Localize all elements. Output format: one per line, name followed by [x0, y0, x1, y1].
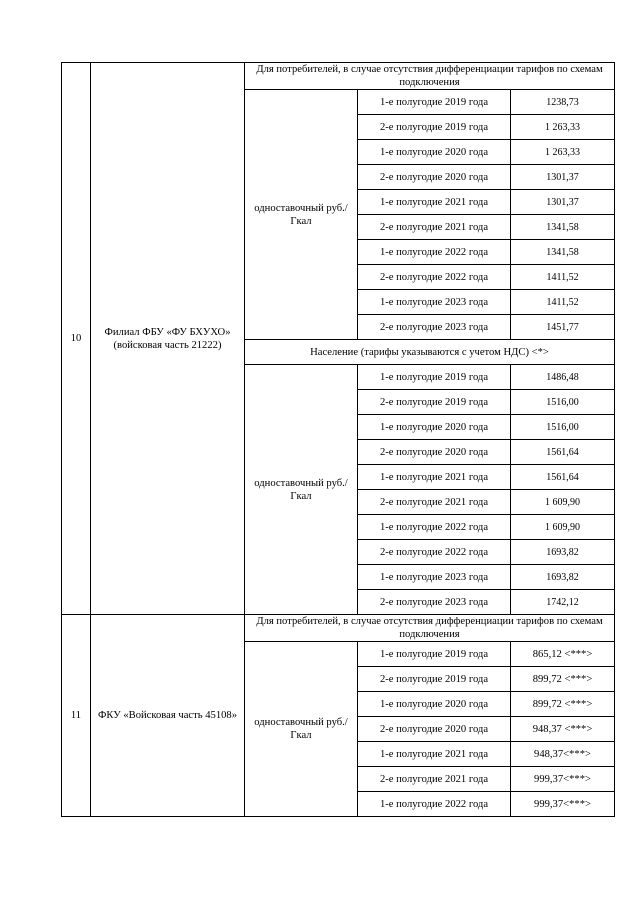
section-header-row [62, 63, 615, 90]
tariff-value: 1411,52 [511, 290, 615, 315]
period-cell: 1-е полугодие 2019 года [358, 90, 511, 115]
period-cell: 2-е полугодие 2020 года [358, 717, 511, 742]
period-cell: 1-е полугодие 2020 года [358, 692, 511, 717]
tariff-value: 1 609,90 [511, 515, 615, 540]
tariff-unit: одноставочный руб./Гкал [245, 642, 358, 817]
tariff-value: 999,37<***> [511, 767, 615, 792]
period-cell: 1-е полугодие 2020 года [358, 415, 511, 440]
tariff-value: 1 263,33 [511, 140, 615, 165]
period-cell: 2-е полугодие 2020 года [358, 440, 511, 465]
tariff-value: 865,12 <***> [511, 642, 615, 667]
period-cell: 1-е полугодие 2019 года [358, 642, 511, 667]
tariff-unit: одноставочный руб./Гкал [245, 90, 358, 340]
period-cell: 2-е полугодие 2021 года [358, 490, 511, 515]
tariff-value: 1742,12 [511, 590, 615, 615]
tariff-value: 1561,64 [511, 465, 615, 490]
tariff-value: 948,37<***> [511, 742, 615, 767]
tariff-value: 1301,37 [511, 190, 615, 215]
tariff-value: 1486,48 [511, 365, 615, 390]
period-cell: 2-е полугодие 2019 года [358, 390, 511, 415]
period-cell: 1-е полугодие 2020 года [358, 140, 511, 165]
period-cell: 1-е полугодие 2021 года [358, 742, 511, 767]
tariff-value: 999,37<***> [511, 792, 615, 817]
row-number: 11 [62, 615, 91, 817]
period-cell: 2-е полугодие 2022 года [358, 265, 511, 290]
section-header-row [62, 615, 615, 642]
period-cell: 2-е полугодие 2021 года [358, 215, 511, 240]
tariff-value: 1561,64 [511, 440, 615, 465]
period-cell: 2-е полугодие 2023 года [358, 315, 511, 340]
tariff-value: 948,37 <***> [511, 717, 615, 742]
row-number: 10 [62, 63, 91, 615]
tariff-value: 1693,82 [511, 565, 615, 590]
period-cell: 2-е полугодие 2023 года [358, 590, 511, 615]
tariff-unit: одноставочный руб./Гкал [245, 365, 358, 615]
tariff-value: 1341,58 [511, 240, 615, 265]
period-cell: 1-е полугодие 2021 года [358, 190, 511, 215]
tariff-value: 1516,00 [511, 415, 615, 440]
consumer-category-header: Для потребителей, в случае отсутствия дифференциации тарифов по схемам подключения [245, 615, 615, 642]
period-cell: 2-е полугодие 2019 года [358, 667, 511, 692]
tariff-value: 1301,37 [511, 165, 615, 190]
tariff-value: 1 609,90 [511, 490, 615, 515]
tariff-table [61, 62, 615, 817]
organization-name: ФКУ «Войсковая часть 45108» [91, 615, 245, 817]
organization-name: Филиал ФБУ «ФУ БХУХО» (войсковая часть 21222) [91, 63, 245, 615]
tariff-value: 1451,77 [511, 315, 615, 340]
consumer-category-header: Население (тарифы указываются с учетом НДС) <*> [245, 340, 615, 365]
tariff-value: 899,72 <***> [511, 667, 615, 692]
period-cell: 1-е полугодие 2023 года [358, 565, 511, 590]
tariff-value: 1 263,33 [511, 115, 615, 140]
consumer-category-header: Для потребителей, в случае отсутствия дифференциации тарифов по схемам подключения [245, 63, 615, 90]
tariff-value: 1516,00 [511, 390, 615, 415]
period-cell: 1-е полугодие 2022 года [358, 240, 511, 265]
tariff-value: 1411,52 [511, 265, 615, 290]
period-cell: 2-е полугодие 2021 года [358, 767, 511, 792]
period-cell: 2-е полугодие 2019 года [358, 115, 511, 140]
period-cell: 1-е полугодие 2022 года [358, 792, 511, 817]
period-cell: 1-е полугодие 2022 года [358, 515, 511, 540]
tariff-value: 1693,82 [511, 540, 615, 565]
tariff-value: 1238,73 [511, 90, 615, 115]
period-cell: 1-е полугодие 2021 года [358, 465, 511, 490]
tariff-value: 1341,58 [511, 215, 615, 240]
period-cell: 1-е полугодие 2023 года [358, 290, 511, 315]
period-cell: 2-е полугодие 2020 года [358, 165, 511, 190]
period-cell: 1-е полугодие 2019 года [358, 365, 511, 390]
period-cell: 2-е полугодие 2022 года [358, 540, 511, 565]
tariff-value: 899,72 <***> [511, 692, 615, 717]
